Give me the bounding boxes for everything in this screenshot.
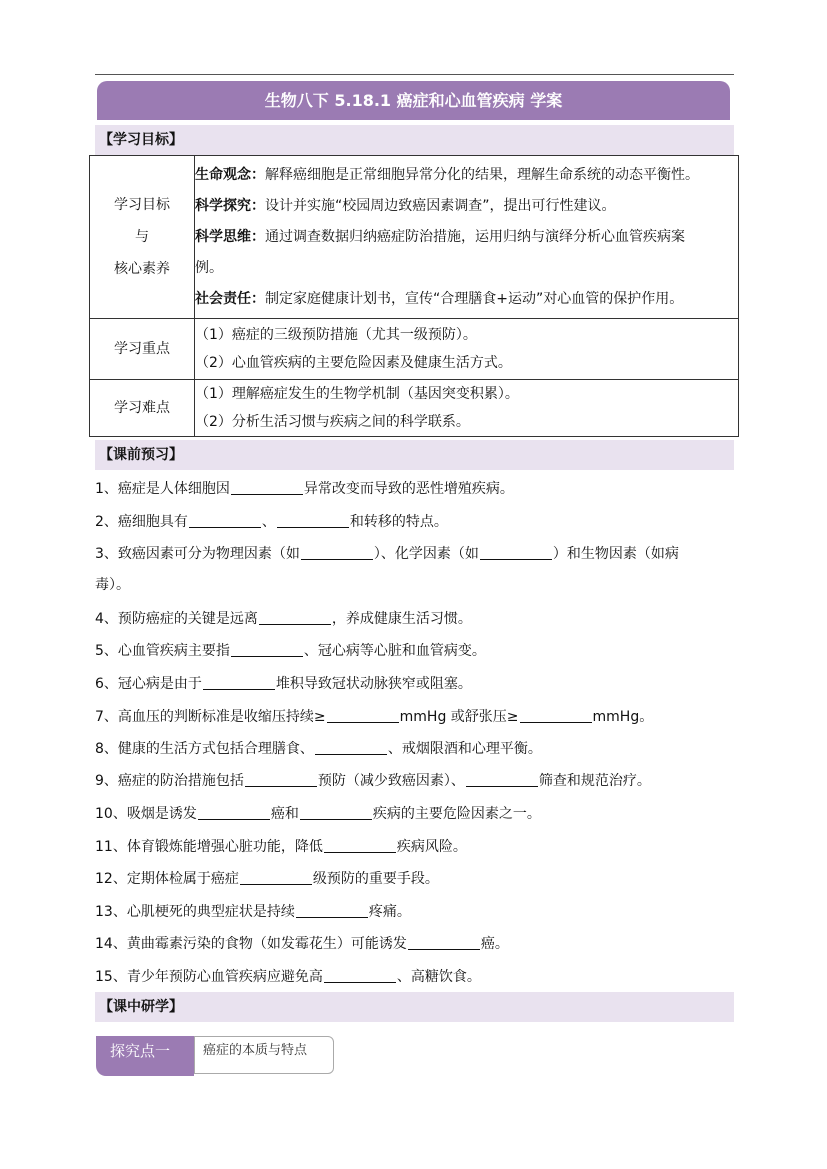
label-line: 与 xyxy=(135,229,149,245)
difficulty-label: 学习难点 xyxy=(90,380,195,437)
focus-item: （1）癌症的三级预防措施（尤其一级预防）。 xyxy=(195,327,477,343)
question-8: 8、健康的生活方式包括合理膳食、 、戒烟限酒和心理平衡。 xyxy=(95,741,542,757)
goal-item: 科学思维：通过调查数据归纳癌症防治措施，运用归纳与演绎分析心血管疾病案 xyxy=(195,228,685,245)
answer-blank[interactable] xyxy=(277,513,349,528)
goals-label xyxy=(90,156,195,319)
difficulty-content xyxy=(195,380,739,437)
answer-blank[interactable] xyxy=(324,838,396,853)
explore-point xyxy=(96,1036,336,1076)
question-6: 6、冠心病是由于 堆积导致冠状动脉狭窄或阻塞。 xyxy=(95,676,472,692)
answer-blank[interactable] xyxy=(466,772,538,787)
question-4: 4、预防癌症的关键是远离 ，养成健康生活习惯。 xyxy=(95,611,472,627)
focus-item: （2）心血管疾病的主要危险因素及健康生活方式。 xyxy=(195,355,512,371)
question-7: 7、高血压的判断标准是收缩压持续≥ mmHg 或舒张压≥ mmHg。 xyxy=(95,709,654,725)
section-goals: 【学习目标】 xyxy=(95,125,734,155)
difficulty-item: （2）分析生活习惯与疾病之间的科学联系。 xyxy=(195,414,470,430)
answer-blank[interactable] xyxy=(231,480,303,495)
question-9: 9、癌症的防治措施包括 预防（减少致癌因素）、 筛查和规范治疗。 xyxy=(95,773,651,789)
answer-blank[interactable] xyxy=(408,935,480,950)
question-13: 13、心肌梗死的典型症状是持续 疼痛。 xyxy=(95,904,411,920)
goals-table xyxy=(89,155,739,437)
answer-blank[interactable] xyxy=(296,903,368,918)
answer-blank[interactable] xyxy=(301,545,373,560)
section-preview: 【课前预习】 xyxy=(95,440,734,470)
answer-blank[interactable] xyxy=(315,740,387,755)
goal-item: 生命观念：解释癌细胞是正常细胞异常分化的结果，理解生命系统的动态平衡性。 xyxy=(195,166,699,183)
question-14: 14、黄曲霉素污染的食物（如发霉花生）可能诱发 癌。 xyxy=(95,936,509,952)
question-2: 2、癌细胞具有 、 和转移的特点。 xyxy=(95,514,448,530)
section-study: 【课中研学】 xyxy=(95,992,734,1022)
goal-item: 科学探究：设计并实施“校园周边致癌因素调查”，提出可行性建议。 xyxy=(195,197,616,214)
answer-blank[interactable] xyxy=(259,610,331,625)
answer-blank[interactable] xyxy=(203,675,275,690)
answer-blank[interactable] xyxy=(189,513,261,528)
question-3-cont: 毒）。 xyxy=(95,577,130,593)
answer-blank[interactable] xyxy=(240,870,312,885)
question-1: 1、癌症是人体细胞因 异常改变而导致的恶性增殖疾病。 xyxy=(95,481,514,497)
answer-blank[interactable] xyxy=(324,968,396,983)
label-line: 核心素养 xyxy=(114,261,170,277)
focus-label: 学习重点 xyxy=(90,319,195,380)
goal-item: 社会责任：制定家庭健康计划书，宣传“合理膳食+运动”对心血管的保护作用。 xyxy=(195,290,684,307)
goals-content xyxy=(195,156,739,319)
explore-tag: 探究点一 xyxy=(96,1036,194,1076)
label-line: 学习目标 xyxy=(114,197,170,213)
difficulty-item: （1）理解癌症发生的生物学机制（基因突变积累）。 xyxy=(195,386,519,402)
question-10: 10、吸烟是诱发 癌和 疾病的主要危险因素之一。 xyxy=(95,806,541,822)
answer-blank[interactable] xyxy=(245,772,317,787)
answer-blank[interactable] xyxy=(480,545,552,560)
explore-topic: 癌症的本质与特点 xyxy=(194,1036,334,1074)
goal-item: 例。 xyxy=(195,259,223,276)
answer-blank[interactable] xyxy=(327,708,399,723)
answer-blank[interactable] xyxy=(300,805,372,820)
answer-blank[interactable] xyxy=(198,805,270,820)
question-12: 12、定期体检属于癌症 级预防的重要手段。 xyxy=(95,871,439,887)
answer-blank[interactable] xyxy=(520,708,592,723)
answer-blank[interactable] xyxy=(231,642,303,657)
page-title: 生物八下 5.18.1 癌症和心血管疾病 学案 xyxy=(97,81,730,120)
top-rule xyxy=(95,74,734,75)
focus-content xyxy=(195,319,739,380)
question-5: 5、心血管疾病主要指 、冠心病等心脏和血管病变。 xyxy=(95,643,486,659)
question-11: 11、体育锻炼能增强心脏功能，降低 疾病风险。 xyxy=(95,839,467,855)
question-15: 15、青少年预防心血管疾病应避免高 、高糖饮食。 xyxy=(95,969,481,985)
question-3: 3、致癌因素可分为物理因素（如 ）、化学因素（如 ）和生物因素（如病 xyxy=(95,546,679,562)
